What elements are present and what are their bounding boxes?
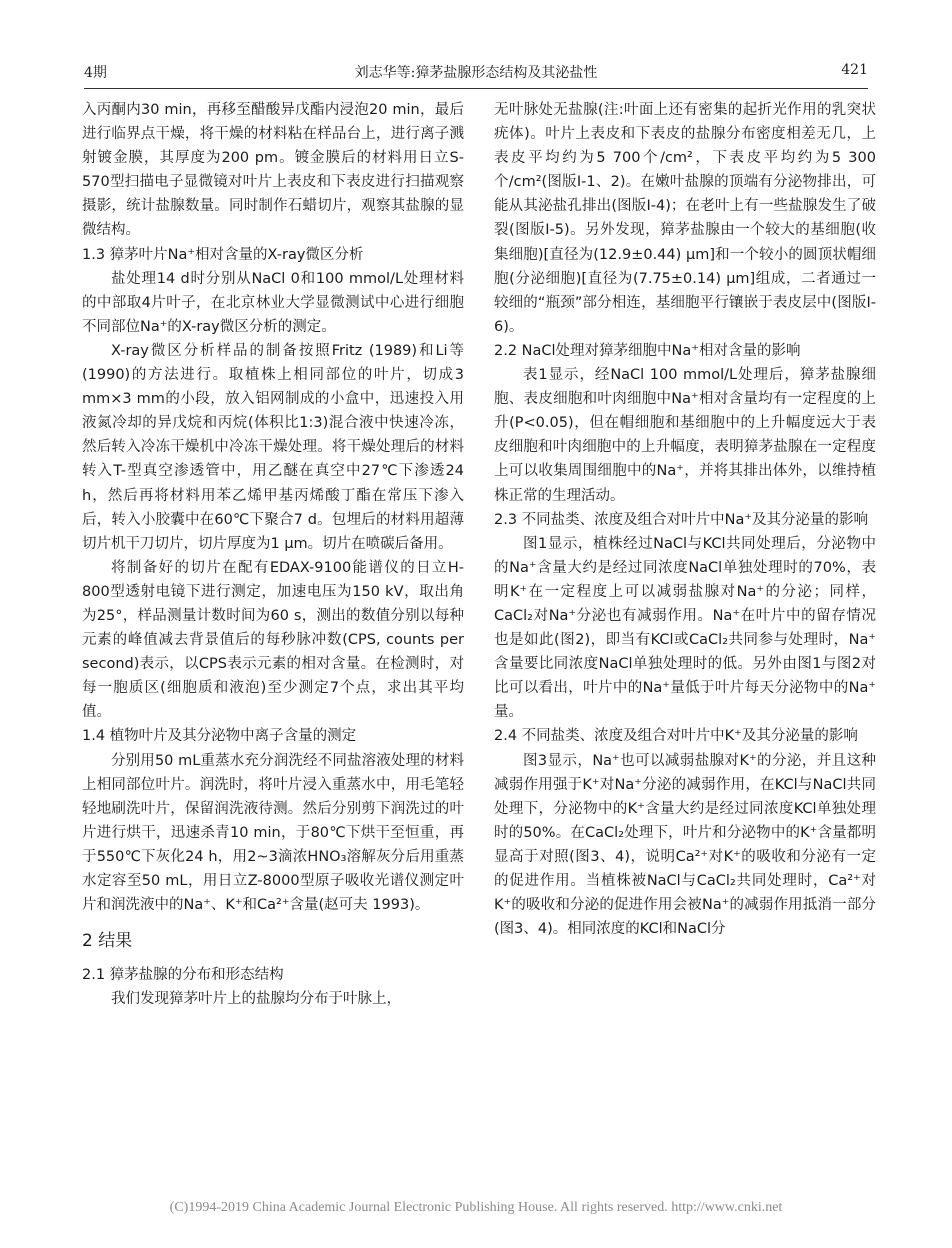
page-number: 421 — [841, 62, 868, 78]
section-heading-1-3: 1.3 獐茅叶片Na⁺相对含量的X-ray微区分析 — [82, 246, 364, 263]
paragraph-gland-structure: 无叶脉处无盐腺(注:叶面上还有密集的起折光作用的乳突状疣体)。叶片上表皮和下表皮的盐腺分布密度相差无几，上表皮平均约为5 700个/cm²，下表皮平均约为5 300个/cm²(图版I-1、2)。在嫩叶盐腺的顶端有分泌物排出，可能从其泌盐孔排出(图版I-4)；在老叶上有一些盐腺发生了破裂(图版I-5)。另外发现，獐茅盐腺由一个较大的基细胞(收集细胞)[直径为(12.9±0.44) μm]和一个较小的圆顶状帽细胞(分泌细胞)[直径为(7.75±0.14) μm]组成，二者通过一较细的“瓶颈”部分相连，基细胞平行镶嵌于表皮层中(图版I-6)。 — [494, 102, 876, 335]
paragraph-nacl-effect: 表1显示，经NaCl 100 mmol/L处理后，獐茅盐腺细胞、表皮细胞和叶肉细胞中Na⁺相对含量均有一定程度的上升(P<0.05)，但在帽细胞和基细胞中的上升幅度远大于表皮细胞和叶肉细胞中的上升幅度，表明獐茅盐腺在一定程度上可以收集周围细胞中的Na⁺，并将其排出体外，以维持植株正常的生理活动。 — [494, 367, 876, 504]
paragraph-xray-sampling: 盐处理14 d时分别从NaCl 0和100 mmol/L处理材料的中部取4片叶子，在北京林业大学显微测试中心进行细胞不同部位Na⁺的X-ray微区分析的测定。 — [82, 270, 464, 335]
right-column — [494, 98, 876, 941]
section-heading-2-1: 2.1 獐茅盐腺的分布和形态结构 — [82, 967, 284, 984]
paragraph-na-secretion: 图1显示，植株经过NaCl与KCl共同处理后，分泌物中的Na⁺含量大约是经过同浓度NaCl单独处理时的70%，表明K⁺在一定程度上可以减弱盐腺对Na⁺的分泌；同样，CaCl₂对Na⁺分泌也有减弱作用。Na⁺在叶片中的留存情况也是如此(图2)，即当有KCl或CaCl₂共同参与处理时，Na⁺含量要比同浓度NaCl单独处理时的低。另外由图1与图2对比可以看出，叶片中的Na⁺量低于叶片每天分泌物中的Na⁺量。 — [494, 535, 876, 721]
running-title: 刘志华等:獐茅盐腺形态结构及其泌盐性 — [354, 65, 598, 81]
paragraph-gland-distribution: 我们发现獐茅叶片上的盐腺均分布于叶脉上， — [111, 991, 401, 1008]
section-heading-2-4: 2.4 不同盐类、浓度及组合对叶片中K⁺及其分泌量的影响 — [494, 728, 858, 745]
section-heading-2-3: 2.3 不同盐类、浓度及组合对叶片中Na⁺及其分泌量的影响 — [494, 511, 869, 528]
section-heading-1-4: 1.4 植物叶片及其分泌物中离子含量的测定 — [82, 728, 357, 745]
paragraph-xray-measurement: 将制备好的切片在配有EDAX-9100能谱仪的日立H-800型透射电镜下进行测定，加速电压为150 kV，取出角为25°，样品测量计数时间为60 s，测出的数值分别以每种元素的峰值减去背景值后的每秒脉冲数(CPS, counts per second)表示，以CPS表示元素的相对含量。在检测时，对每一胞质区(细胞质和液泡)至少测定7个点，求出其平均值。 — [82, 559, 464, 721]
running-header — [84, 62, 868, 86]
paragraph-xray-preparation: X-ray微区分析样品的制备按照Fritz (1989)和Li等(1990)的方法进行。取植株上相同部位的叶片，切成3 mm×3 mm的小段，放入铝网制成的小盒中，迅速投入用液氮冷却的异戊烷和丙烷(体积比1:3)混合液中快速冷冻，然后转入冷冻干燥机中冷冻干燥处理。将干燥处理后的材料转入T-型真空渗透管中，用乙醚在真空中27℃下渗透24 h，然后再将材料用苯乙烯甲基丙烯酸丁酯在常压下渗入后，转入小胶囊中在60℃下聚合7 d。包埋后的材料用超薄切片机干刀切片，切片厚度为1 μm。切片在喷碳后备用。 — [82, 342, 464, 552]
issue-label: 4期 — [84, 65, 107, 81]
section-heading-2: 2 结果 — [82, 931, 133, 952]
left-column — [82, 98, 464, 1011]
copyright-footer: (C)1994-2019 China Academic Journal Electronic Publishing House. All rights reserved. http://www.cnki.net — [169, 1200, 783, 1215]
paragraph-sem-method: 入丙酮内30 min，再移至醋酸异戊酯内浸泡20 min，最后进行临界点干燥，将干燥的材料粘在样品台上，进行离子溅射镀金膜，其厚度为200 pm。镀金膜后的材料用日立S-570型扫描电子显微镜对叶片上表皮和下表皮进行扫描观察摄影，统计盐腺数量。同时制作石蜡切片，观察其盐腺的显微结构。 — [82, 102, 464, 239]
paragraph-ion-measurement: 分别用50 mL重蒸水充分润洗经不同盐溶液处理的材料上相同部位叶片。润洗时，将叶片浸入重蒸水中，用毛笔轻轻地刷洗叶片，保留润洗液待测。然后分别剪下润洗过的叶片进行烘干，迅速杀青10 min，于80℃下烘干至恒重，再于550℃下灰化24 h，用2~3滴浓HNO₃溶解灰分后用重蒸水定容至50 mL，用日立Z-8000型原子吸收光谱仪测定叶片和润洗液中的Na⁺、K⁺和Ca²⁺含量(赵可夫 1993)。 — [82, 752, 464, 914]
paragraph-k-secretion: 图3显示，Na⁺也可以减弱盐腺对K⁺的分泌，并且这种减弱作用强于K⁺对Na⁺分泌的减弱作用，在KCl与NaCl共同处理下，分泌物中的K⁺含量大约是经过同浓度KCl单独处理时的50%。在CaCl₂处理下，叶片和分泌物中的K⁺含量都明显高于对照(图3、4)，说明Ca²⁺对K⁺的吸收和分泌有一定的促进作用。当植株被NaCl与CaCl₂共同处理时，Ca²⁺对K⁺的吸收和分泌的促进作用会被Na⁺的减弱作用抵消一部分(图3、4)。相同浓度的KCl和NaCl分 — [494, 752, 876, 938]
section-heading-2-2: 2.2 NaCl处理对獐茅细胞中Na⁺相对含量的影响 — [494, 342, 801, 359]
header-rule — [84, 88, 868, 89]
